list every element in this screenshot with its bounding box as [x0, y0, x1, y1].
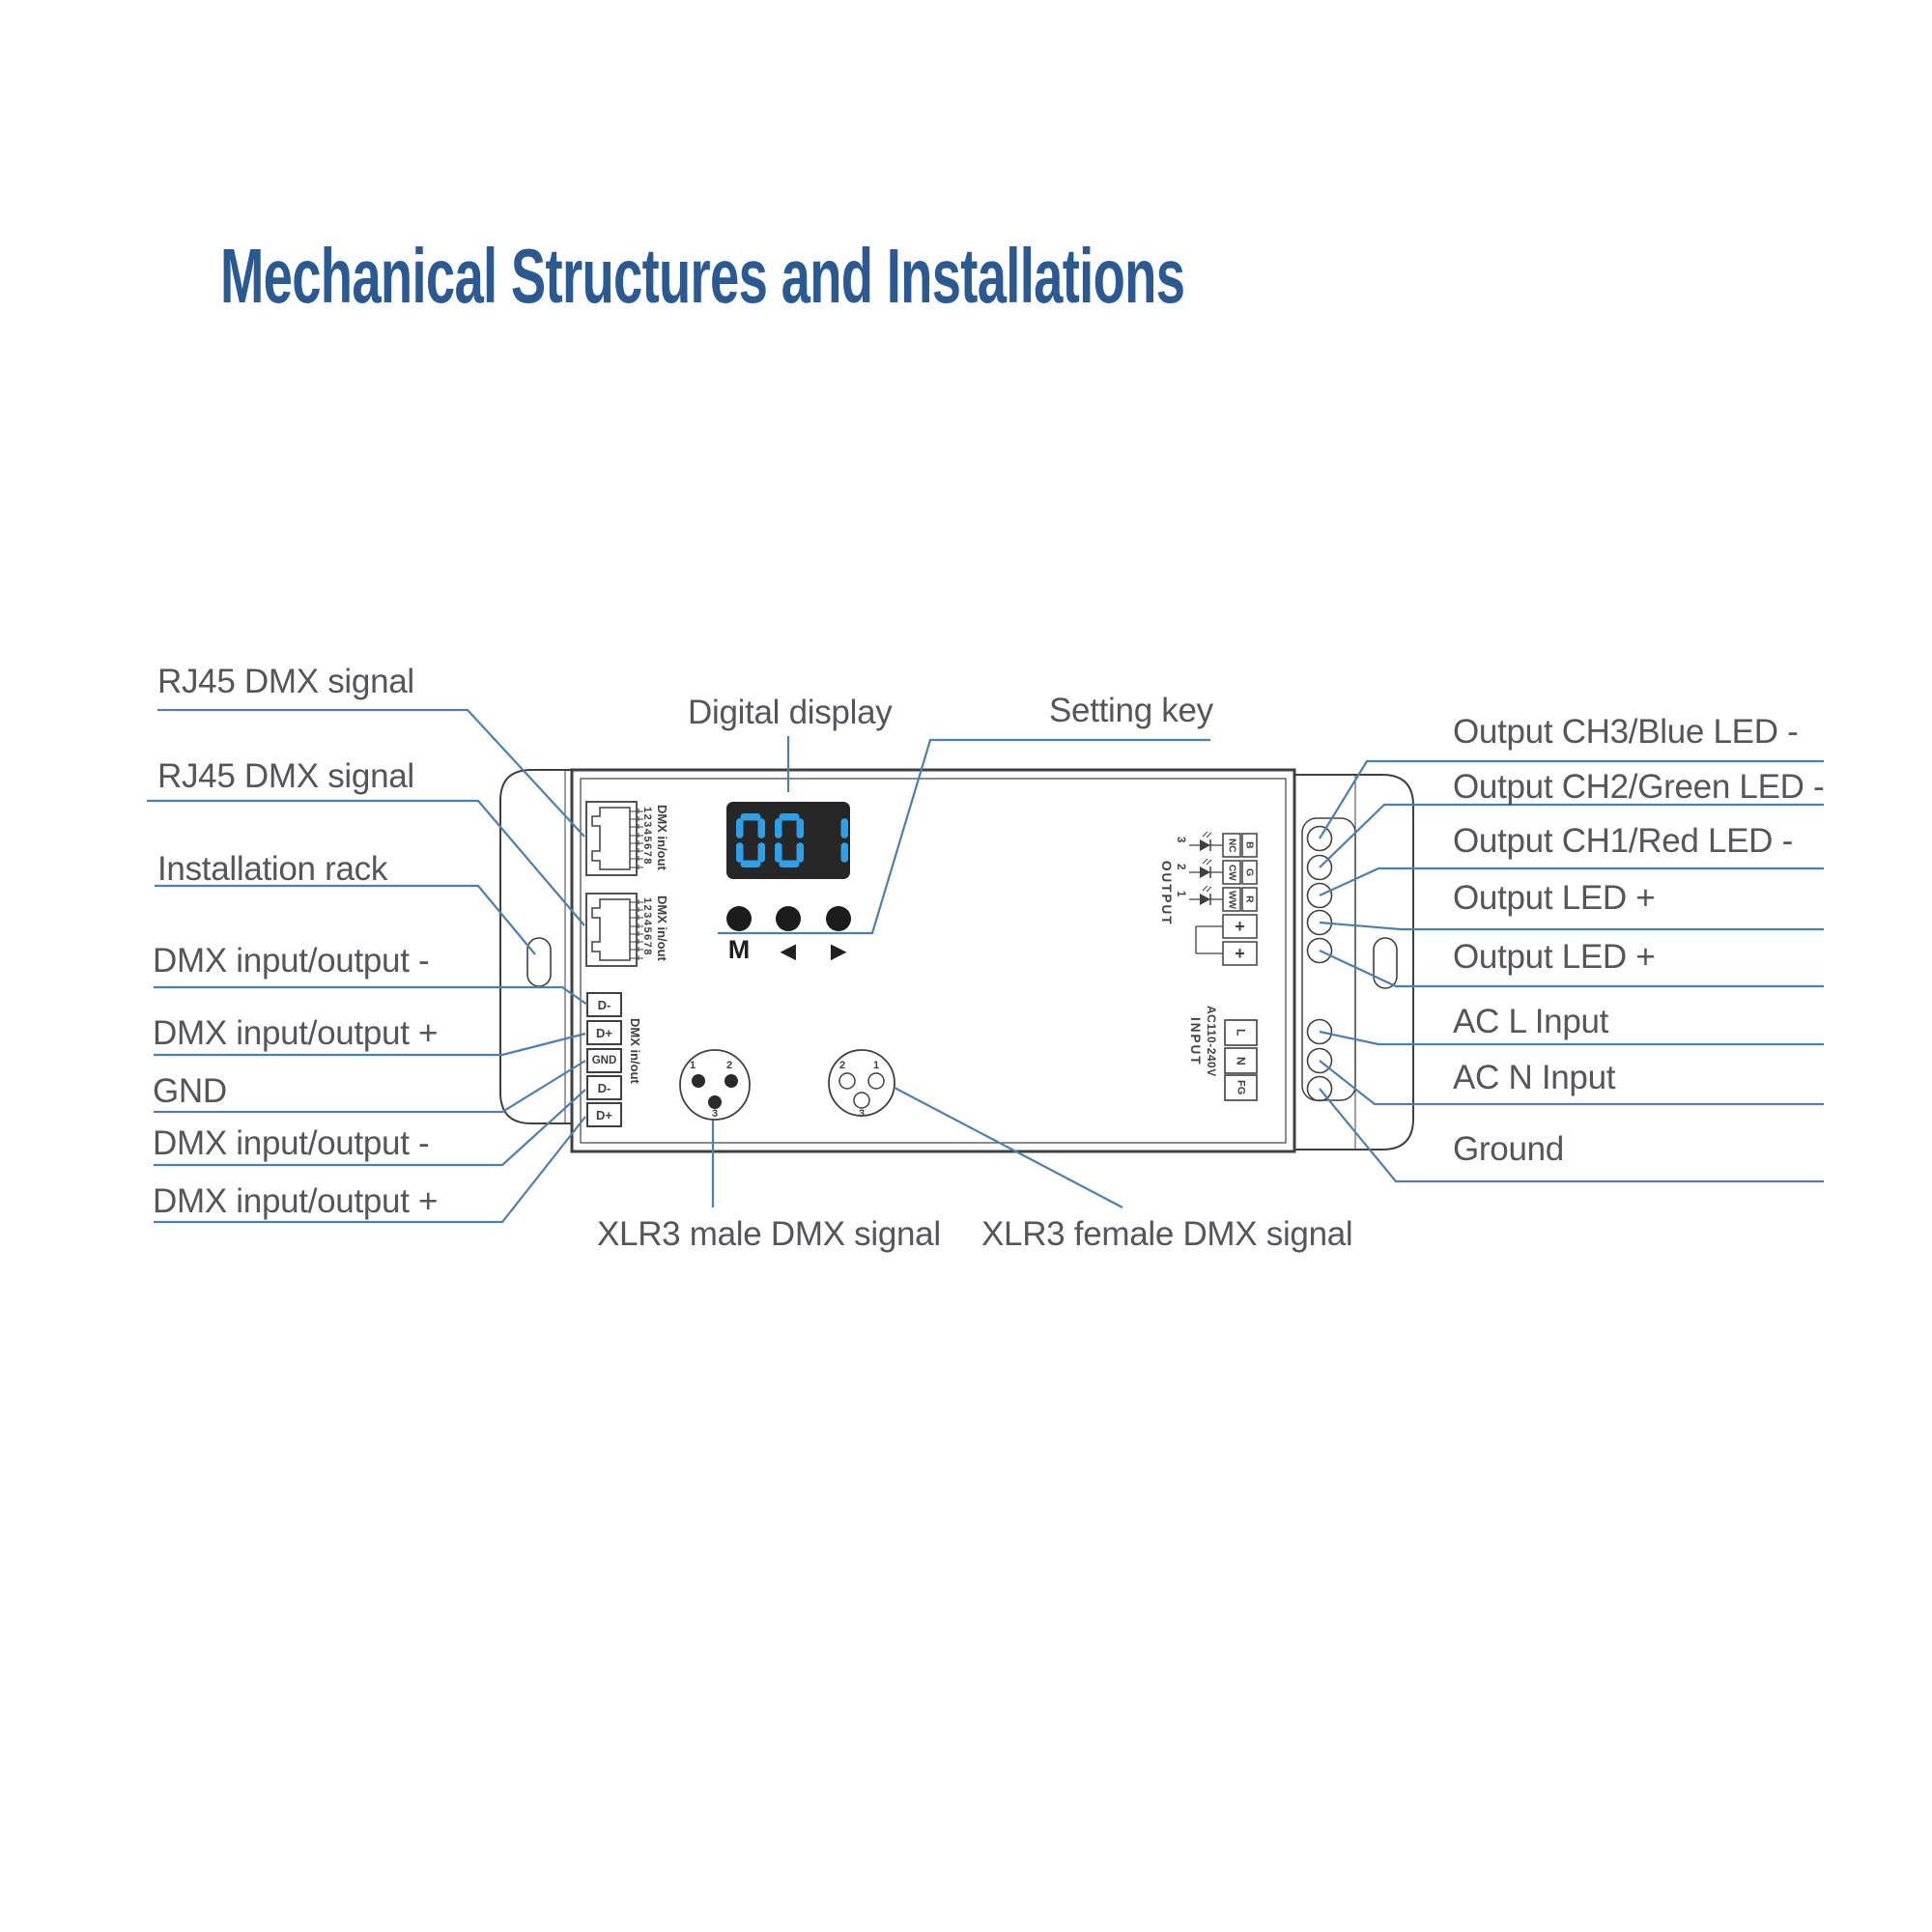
rj45-1-port-label: DMX in/out	[655, 805, 669, 870]
label-output-ch2: Output CH2/Green LED -	[1453, 768, 1825, 806]
terminal-plus-1: +	[1235, 916, 1245, 936]
label-dmx-io-minus-2: DMX input/output -	[153, 1124, 430, 1162]
rj45-port-2	[586, 894, 643, 966]
label-xlr3-male: XLR3 male DMX signal	[597, 1215, 941, 1253]
xlr-female-pin3: 3	[858, 1108, 866, 1120]
screw-terminals	[1308, 827, 1332, 1101]
left-arrow-icon: ◀	[781, 941, 796, 962]
terminal-plus-2: +	[1235, 943, 1245, 963]
label-output-ch1: Output CH1/Red LED -	[1453, 822, 1793, 860]
xlr-female-pin1: 1	[872, 1060, 880, 1071]
page-title: Mechanical Structures and Installations	[220, 233, 1185, 319]
terminal-n: N	[1234, 1056, 1248, 1065]
output-ch3-number: 3	[1175, 837, 1186, 843]
output-group-label: OUTPUT	[1159, 861, 1174, 926]
terminal-cw: CW	[1226, 864, 1237, 881]
terminal-ww: WW	[1226, 890, 1237, 909]
rj45-1-pin-numbers: 12345678	[641, 807, 653, 866]
rj45-2-port-label: DMX in/out	[655, 895, 669, 961]
label-dmx-io-plus-1: DMX input/output +	[153, 1014, 439, 1052]
leader-ground	[1320, 1089, 1824, 1181]
rj45-2-pin-numbers: 12345678	[641, 897, 653, 956]
label-rj45-dmx-signal-2: RJ45 DMX signal	[157, 757, 414, 795]
left-key	[776, 906, 801, 931]
label-ground: Ground	[1453, 1130, 1564, 1168]
label-digital-display: Digital display	[688, 694, 893, 731]
xlr-female-pin2: 2	[838, 1060, 846, 1071]
xlr-male-pin1: 1	[689, 1060, 696, 1071]
label-setting-key: Setting key	[1049, 692, 1213, 729]
leader-dmx-minus-1	[154, 987, 587, 1005]
label-output-led-plus-2: Output LED +	[1453, 938, 1656, 976]
label-rj45-dmx-signal-1: RJ45 DMX signal	[157, 663, 414, 700]
output-ch2-number: 2	[1175, 864, 1186, 870]
label-ac-l-input: AC L Input	[1453, 1003, 1609, 1040]
label-dmx-io-plus-2: DMX input/output +	[153, 1182, 439, 1220]
led-diode-icon	[1200, 867, 1210, 878]
terminal-l: L	[1234, 1029, 1248, 1037]
label-ac-n-input: AC N Input	[1453, 1059, 1616, 1096]
left-mounting-ear	[500, 770, 572, 1123]
label-dmx-io-minus-1: DMX input/output -	[153, 942, 430, 980]
terminal-g: G	[1243, 867, 1256, 877]
right-arrow-icon: ▶	[831, 941, 846, 962]
label-gnd: GND	[153, 1072, 227, 1110]
terminal-d-minus-2: D-	[597, 1080, 611, 1095]
label-installation-rack: Installation rack	[157, 850, 388, 888]
input-group-label: INPUT	[1188, 1017, 1203, 1066]
leader-xlr-female	[895, 1088, 1122, 1208]
output-ch1-number: 1	[1175, 891, 1186, 897]
input-rating-label: AC110-240V	[1205, 1006, 1218, 1077]
leader-output-plus-1	[1320, 923, 1824, 929]
terminal-b: B	[1243, 841, 1256, 849]
dmx-terminals-group-label: DMX in/out	[628, 1018, 642, 1084]
mode-key	[726, 906, 752, 931]
terminal-d-plus-1: D+	[596, 1025, 612, 1040]
rj45-port-1	[586, 802, 643, 875]
digital-display	[726, 802, 850, 879]
label-xlr3-female: XLR3 female DMX signal	[981, 1215, 1353, 1253]
setting-keys	[726, 906, 851, 931]
led-diode-icon	[1200, 839, 1210, 851]
terminal-r: R	[1243, 895, 1256, 903]
terminal-d-plus-2: D+	[596, 1107, 612, 1122]
left-ear-slot	[527, 938, 551, 986]
device-body	[572, 770, 1294, 1151]
mode-key-label: M	[727, 935, 751, 964]
label-output-led-plus-1: Output LED +	[1453, 879, 1656, 917]
terminal-nc: NC	[1226, 838, 1237, 853]
xlr-male-pin2: 2	[725, 1060, 733, 1071]
terminal-fg: FG	[1235, 1080, 1247, 1095]
terminal-gnd: GND	[591, 1055, 617, 1066]
terminal-d-minus-1: D-	[597, 997, 611, 1012]
right-key	[826, 906, 851, 931]
xlr-male-pin3: 3	[711, 1108, 719, 1120]
label-output-ch3: Output CH3/Blue LED -	[1453, 713, 1799, 751]
led-diode-icon	[1200, 894, 1210, 905]
